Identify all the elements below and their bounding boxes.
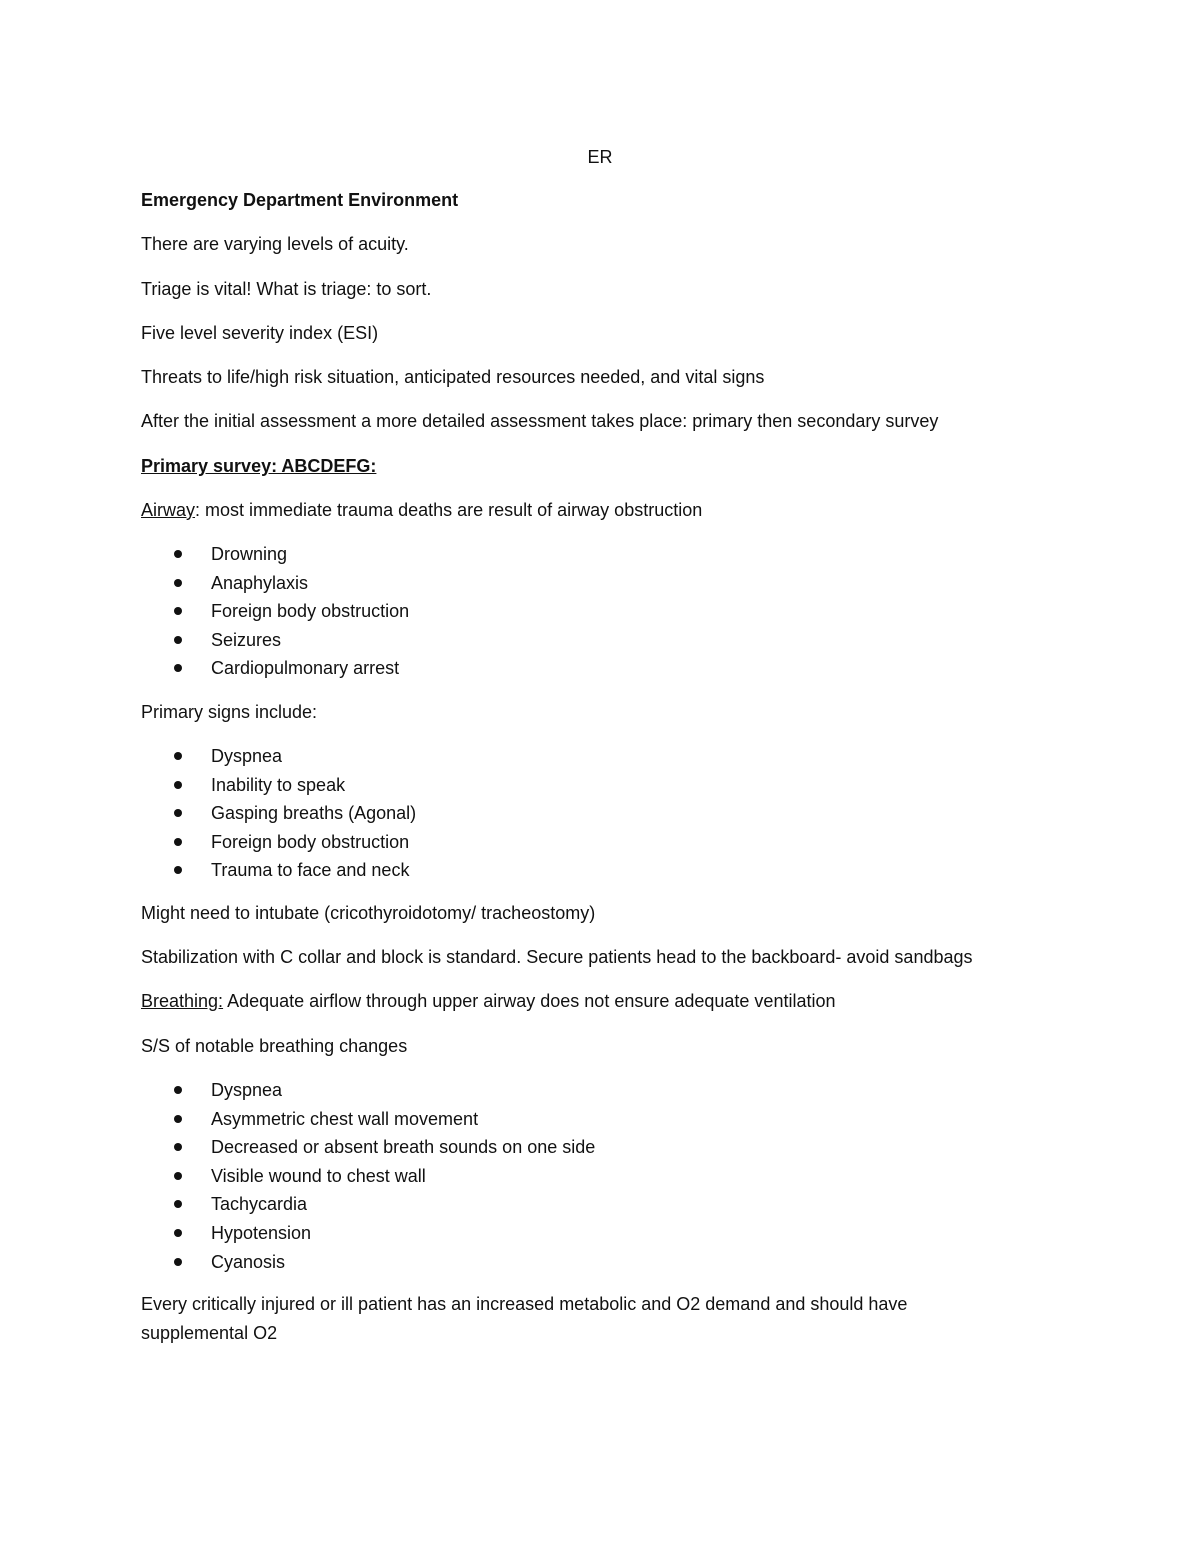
list-item: Anaphylaxis (141, 572, 409, 601)
primary-signs-paragraph: Primary signs include: (141, 702, 318, 722)
bullet-icon (174, 607, 182, 615)
list-item: Asymmetric chest wall movement (141, 1108, 595, 1137)
bullet-icon (174, 1143, 182, 1151)
primary-survey-heading: Primary survey: ABCDEFG: (141, 456, 377, 476)
list-item: Foreign body obstruction (141, 600, 409, 629)
airway-paragraph (141, 499, 702, 521)
bullet-icon (174, 550, 182, 558)
breathing-text: Adequate airflow through upper airway does not ensure adequate ventilation (223, 991, 836, 1011)
bullet-icon (174, 579, 182, 587)
stabilization-paragraph: Stabilization with C collar and block is standard. Secure patients head to the backboard- avoid sandbags (141, 947, 973, 967)
bullet-icon (174, 809, 182, 817)
breathing-paragraph (141, 990, 835, 1012)
airway-term: Airway (141, 500, 196, 520)
bullet-icon (174, 866, 182, 874)
final-paragraph-line2: supplemental O2 (141, 1323, 278, 1343)
paragraph-triage: Triage is vital! What is triage: to sort. (141, 279, 432, 299)
list-item: Hypotension (141, 1222, 595, 1251)
list-item: Tachycardia (141, 1193, 595, 1222)
paragraph-assessment: After the initial assessment a more detailed assessment takes place: primary then secondary survey (141, 411, 939, 431)
document-title: ER (587, 147, 613, 167)
bullet-icon (174, 1086, 182, 1094)
breathing-term: Breathing: (141, 991, 224, 1011)
list-item: Seizures (141, 629, 409, 658)
bullet-icon (174, 752, 182, 760)
intubate-paragraph: Might need to intubate (cricothyroidotomy/ tracheostomy) (141, 903, 596, 923)
section-heading: Emergency Department Environment (141, 190, 459, 210)
paragraph-esi: Five level severity index (ESI) (141, 323, 379, 343)
bullet-icon (174, 664, 182, 672)
bullet-icon (174, 636, 182, 644)
bullet-icon (174, 781, 182, 789)
bullet-icon (174, 1200, 182, 1208)
list-item: Foreign body obstruction (141, 831, 416, 860)
paragraph-acuity: There are varying levels of acuity. (141, 234, 409, 254)
list-item: Dyspnea (141, 1079, 595, 1108)
breathing-list (141, 1079, 595, 1279)
paragraph-threats: Threats to life/high risk situation, anticipated resources needed, and vital signs (141, 367, 765, 387)
list-item: Visible wound to chest wall (141, 1165, 595, 1194)
bullet-icon (174, 1229, 182, 1237)
list-item: Decreased or absent breath sounds on one side (141, 1136, 595, 1165)
ss-heading: S/S of notable breathing changes (141, 1036, 408, 1056)
signs-list (141, 745, 416, 888)
airway-text: : most immediate trauma deaths are result of airway obstruction (195, 500, 703, 520)
bullet-icon (174, 1172, 182, 1180)
list-item: Cyanosis (141, 1251, 595, 1280)
airway-list (141, 543, 409, 686)
final-paragraph-line1: Every critically injured or ill patient has an increased metabolic and O2 demand and should have (141, 1294, 908, 1314)
list-item: Gasping breaths (Agonal) (141, 802, 416, 831)
list-item: Drowning (141, 543, 409, 572)
list-item: Inability to speak (141, 774, 416, 803)
list-item: Cardiopulmonary arrest (141, 657, 409, 686)
list-item: Trauma to face and neck (141, 859, 416, 888)
bullet-icon (174, 1115, 182, 1123)
bullet-icon (174, 1258, 182, 1266)
list-item: Dyspnea (141, 745, 416, 774)
bullet-icon (174, 838, 182, 846)
